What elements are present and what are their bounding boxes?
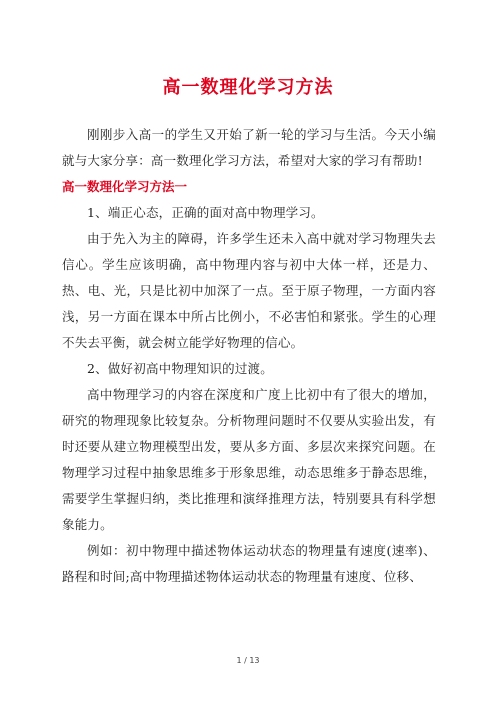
point-2: 2、做好初高中物理知识的过渡。: [87, 361, 273, 376]
paragraph-1: 由于先入为主的障碍，许多学生还未入高中就对学习物理失去信心。学生应该明确，高中物理内容与初中大体一样，还是力、热、电、光，只是比初中加深了一点。至于原子物理，一方面内容浅，另一方面在课本中所占比例小，不必害怕和紧张。学生的心理不失去平衡，就会树立能学好物理的信心。: [62, 231, 436, 350]
page-indicator: 1 / 13: [236, 656, 260, 665]
paragraph-2: 高中物理学习的内容在深度和广度上比初中有了很大的增加，研究的物理现象比较复杂。分析物理问题时不仅要从实验出发，有时还要从建立物理模型出发，要从多方面、多层次来探究问题。在物理学习过程中抽象思维多于形象思维，动态思维多于静态思维，需要学生掌握归纳，类比推理和演绎推理方法，特别要具有科学想象能力。: [62, 387, 436, 532]
section-heading: 高一数理化学习方法一: [62, 179, 188, 194]
intro-paragraph: 刚刚步入高一的学生又开始了新一轮的学习与生活。今天小编就与大家分享：高一数理化学习方法，希望对大家的学习有帮助!: [62, 127, 436, 168]
paragraph-3: 例如：初中物理中描述物体运动状态的物理量有速度(速率)、路程和时间;高中物理描述物体运动状态的物理量有速度、位移、: [62, 543, 436, 584]
point-1: 1、端正心态，正确的面对高中物理学习。: [87, 205, 324, 220]
page-title: 高一数理化学习方法: [162, 77, 334, 98]
document-body: [62, 122, 436, 590]
